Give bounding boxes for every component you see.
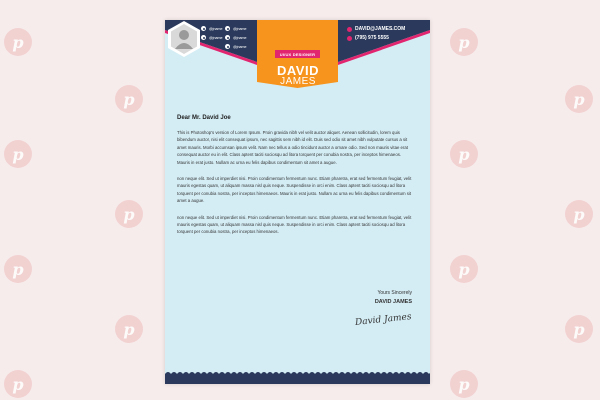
watermark-logo-icon: p — [4, 255, 32, 283]
social-icon — [225, 44, 230, 49]
signature: David James — [355, 312, 413, 328]
social-link[interactable]: @jname — [225, 35, 246, 40]
social-icon — [225, 35, 230, 40]
phone-contact[interactable]: (795) 975 5555 — [347, 35, 389, 41]
footer-wave-band — [165, 370, 430, 384]
letter-body — [177, 115, 413, 245]
watermark-logo-icon: p — [450, 255, 478, 283]
job-title-ribbon: UI/UX DESIGNER — [275, 50, 320, 58]
email-contact[interactable]: DAVID@JAMES.COM — [347, 26, 405, 32]
letter-closing — [355, 290, 412, 327]
letterhead-header — [165, 20, 430, 88]
letter-paragraph: non neque elit. Sed ut imperdiet nisi. Proin condimentum fermentum nunc. Etiam pharetra, erat sed fermentum feugiat, velit mauris egestas quam, ut aliquam massa nisl quis neque. Suspendisse in orci enim. Class aptent taciti sociosqu ad litora torquent per conubia nostra, per inceptos himenaeos. — [177, 214, 412, 235]
last-name: JAMES — [280, 76, 316, 87]
email-icon — [347, 27, 352, 32]
salutation: Dear Mr. David Joe — [177, 115, 231, 121]
watermark-logo-icon: p — [565, 200, 593, 228]
social-link[interactable]: @jname — [225, 26, 246, 31]
watermark-logo-icon: p — [115, 85, 143, 113]
phone-icon — [347, 36, 352, 41]
letterhead-page — [165, 20, 430, 384]
watermark-logo-icon: p — [115, 315, 143, 343]
watermark-logo-icon: p — [450, 140, 478, 168]
watermark-logo-icon: p — [450, 370, 478, 398]
closing-phrase: Yours Sincerely — [377, 290, 412, 296]
social-icon — [225, 26, 230, 31]
watermark-logo-icon: p — [4, 370, 32, 398]
watermark-logo-icon: p — [115, 200, 143, 228]
watermark-logo-icon: p — [450, 28, 478, 56]
watermark-logo-icon: p — [4, 140, 32, 168]
first-name: DAVID — [277, 63, 319, 78]
closing-name: DAVID JAMES — [374, 299, 412, 305]
letter-paragraph: non neque elit. Sed ut imperdiet nisi. Proin condimentum fermentum nunc. Etiam pharetra, erat sed fermentum feugiat, velit mauris egestas quam, ut aliquam massa nisl quis neque. Suspendisse in orci enim. Class aptent taciti sociosqu ad litora torquent per conubia nostra, per inceptos himenaeos. Mauris in erat justo. Nullam ac urna eu felis dapibus condimentum sit amet a augue. — [177, 176, 412, 204]
watermark-logo-icon: p — [565, 85, 593, 113]
watermark-logo-icon: p — [4, 28, 32, 56]
social-link[interactable]: @jname — [225, 44, 246, 49]
letter-paragraph: This is Photoshop's version of Lorem Ipsum. Proin gravida nibh vel velit auctor aliquet. Aenean sollicitudin, lorem quis bibendum auctor, nisi elit consequat ipsum, nec sagittis sem nibh id elit. Duis sed odio sit amet nibh vulputate cursus a sit amet mauris. Morbi accumsan ipsum velit. Nam nec tellus a odio tincidunt auctor a ornare odio. Sed non mauris vitae erat consequat auctor eu in elit. Class aptent taciti sociosqu ad litora torquent per conubia nostra, per inceptos himenaeos. Mauris in erat justo. Nullam ac urna eu felis dapibus condimentum sit amet a augue. — [177, 130, 408, 165]
social-link[interactable]: @jname — [201, 26, 222, 31]
watermark-logo-icon: p — [565, 315, 593, 343]
social-link[interactable]: @jname — [201, 35, 222, 40]
profile-photo-avatar — [165, 20, 203, 58]
